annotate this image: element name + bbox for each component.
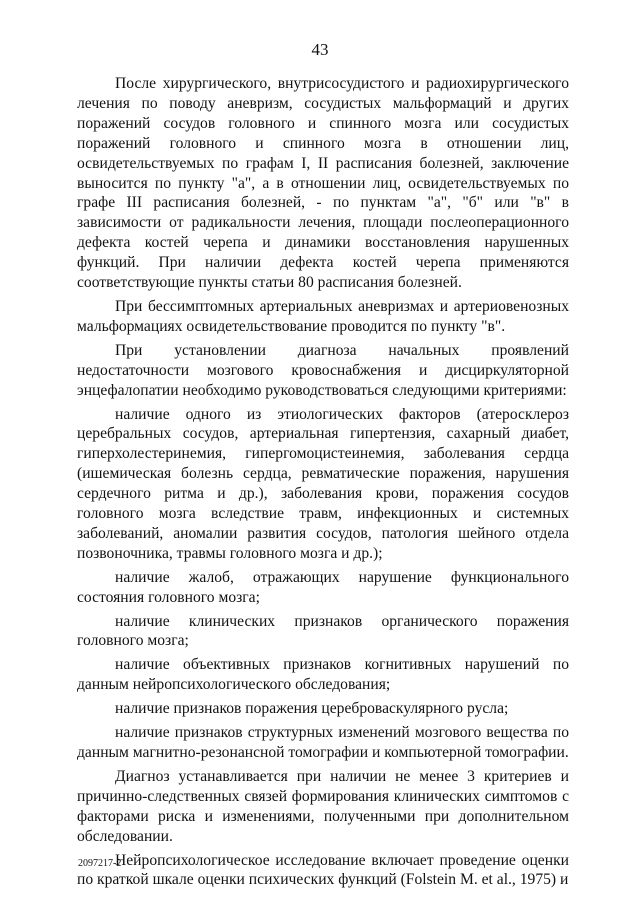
- criteria-item-structural: наличие признаков структурных изменений мозгового вещества по данным магнитно-резонансной томографии и компьютерной томографии.: [77, 724, 569, 761]
- criteria-item-cognitive: наличие объективных признаков когнитивных нарушений по данным нейропсихологического обследования;: [77, 656, 569, 694]
- page-number: 43: [311, 40, 329, 59]
- document-code: 2097217-2: [78, 858, 122, 869]
- paragraph-diagnosis-criteria: При установлении диагноза начальных проявлений недостаточности мозгового кровоснабжения и дисциркуляторной энцефалопатии необходимо руководствоваться следующими критериями:: [77, 341, 569, 399]
- paragraph-neuropsych: Нейропсихологическое исследование включает проведение оценки по краткой шкале оценки психических функций (Folstein M. et al., 1975) и: [77, 851, 569, 889]
- criteria-item-vascular: наличие признаков поражения цереброваскулярного русла;: [115, 700, 509, 718]
- criteria-item-complaints: наличие жалоб, отражающих нарушение функционального состояния головного мозга;: [77, 568, 569, 606]
- paragraph-asymptomatic: При бессимптомных артериальных аневризмах и артериовенозных мальформациях освидетельствование проводится по пункту "в".: [77, 297, 569, 335]
- paragraph-diagnosis-rule: Диагноз устанавливается при наличии не менее 3 критериев и причинно-следственных связей формирования клинических симптомов с факторами риска и изменениями, полученными при дополнительном обследовании.: [77, 767, 569, 845]
- document-body: [77, 74, 569, 894]
- paragraph-post-surgery: После хирургического, внутрисосудистого и радиохирургического лечения по поводу аневризм, сосудистых мальформаций и других поражений сосудов головного и спинного мозга или сосудистых поражений головного и спинного мозга в отношении лиц, освидетельствуемых по графам I, II расписания болезней, заключение выносится по пункту "а", а в отношении лиц, освидетельствуемых по графе III расписания болезней, - по пунктам "а", "б" или "в" в зависимости от радикальности лечения, площади послеоперационного дефекта костей черепа и динамики восстановления нарушенных функций. При наличии дефекта костей черепа применяются соответствующие пункты статьи 80 расписания болезней.: [77, 75, 569, 292]
- criteria-item-clinical-signs: наличие клинических признаков органического поражения головного мозга;: [77, 612, 569, 650]
- criteria-item-etiology: наличие одного из этиологических факторов (атеросклероз церебральных сосудов, артериальная гипертензия, сахарный диабет, гиперхолестеринемия, гипергомоцистеинемия, заболевания сердца (ишемическая болезнь сердца, ревматические поражения, нарушения сердечного ритма и др.), заболевания крови, поражения сосудов головного мозга вследствие травм, инфекционных и системных заболеваний, аномалии развития сосудов, патология шейного отдела позвоночника, травмы головного мозга и др.);: [77, 405, 569, 562]
